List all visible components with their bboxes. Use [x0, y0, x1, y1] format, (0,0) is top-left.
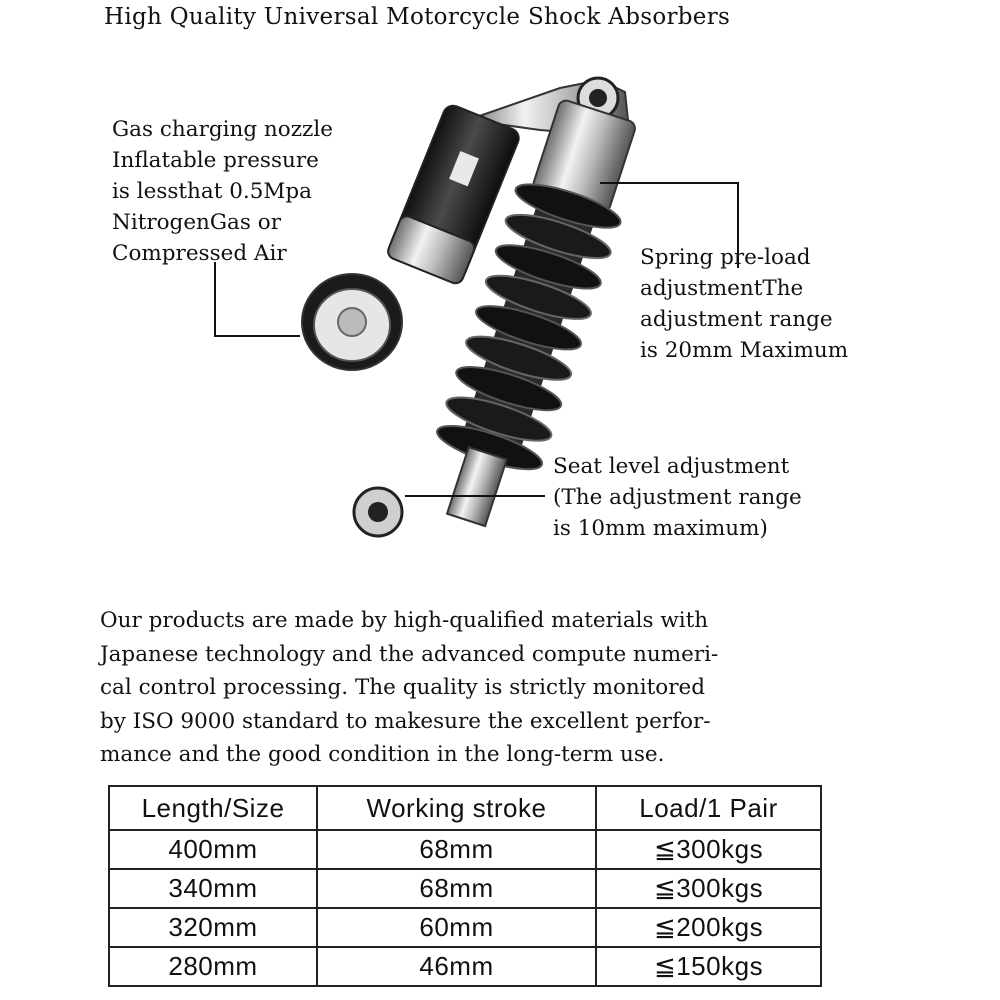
- callout-line: Compressed Air: [112, 241, 287, 266]
- column-header-length: Length/Size: [109, 786, 317, 830]
- cell-length: 280mm: [109, 947, 317, 986]
- table-row: [109, 869, 821, 908]
- cell-load: ≦300kgs: [596, 830, 821, 869]
- description-line: by ISO 9000 standard to makesure the excellent perfor-: [100, 708, 711, 734]
- cell-load: ≦150kgs: [596, 947, 821, 986]
- description-line: Our products are made by high-qualified materials with: [100, 608, 709, 633]
- column-header-load: Load/1 Pair: [596, 786, 821, 830]
- cell-length: 340mm: [109, 869, 317, 908]
- table-header-row: [109, 786, 821, 830]
- table-row: [109, 947, 821, 986]
- cell-length: 400mm: [109, 830, 317, 869]
- bottom-mount: [354, 488, 402, 536]
- description-line: cal control processing. The quality is strictly monitored: [100, 675, 706, 700]
- column-header-stroke: Working stroke: [317, 786, 596, 830]
- description-line: mance and the good condition in the long-term use.: [100, 742, 665, 767]
- table-row: [109, 908, 821, 947]
- callout-line: is lessthat 0.5Mpa: [112, 179, 312, 204]
- spec-table: [108, 785, 822, 987]
- callout-line: NitrogenGas or: [112, 210, 281, 235]
- callout-seat-level: [553, 451, 802, 544]
- callout-line: adjustment range: [640, 307, 833, 332]
- cell-stroke: 68mm: [317, 869, 596, 908]
- page-title: High Quality Universal Motorcycle Shock Absorbers: [104, 4, 731, 30]
- callout-spring-preload: [640, 242, 848, 366]
- cell-load: ≦300kgs: [596, 869, 821, 908]
- callout-line: Inflatable pressure: [112, 148, 319, 173]
- callout-line: is 20mm Maximum: [640, 338, 849, 363]
- callout-line: Gas charging nozzle: [112, 117, 333, 142]
- table-row: [109, 830, 821, 869]
- cell-stroke: 68mm: [317, 830, 596, 869]
- product-description: [100, 604, 860, 772]
- cell-stroke: 46mm: [317, 947, 596, 986]
- callout-line: (The adjustment range: [553, 485, 802, 510]
- callout-gas-nozzle: [112, 114, 333, 269]
- description-line: Japanese technology and the advanced compute numeri-: [100, 641, 719, 667]
- cell-stroke: 60mm: [317, 908, 596, 947]
- callout-line: Seat level adjustment: [553, 454, 790, 479]
- gas-valve-cap: [302, 274, 402, 370]
- callout-line: Spring pre-load: [640, 245, 811, 270]
- callout-line: adjustmentThe: [640, 276, 804, 301]
- callout-line: is 10mm maximum): [553, 516, 768, 541]
- cell-length: 320mm: [109, 908, 317, 947]
- cell-load: ≦200kgs: [596, 908, 821, 947]
